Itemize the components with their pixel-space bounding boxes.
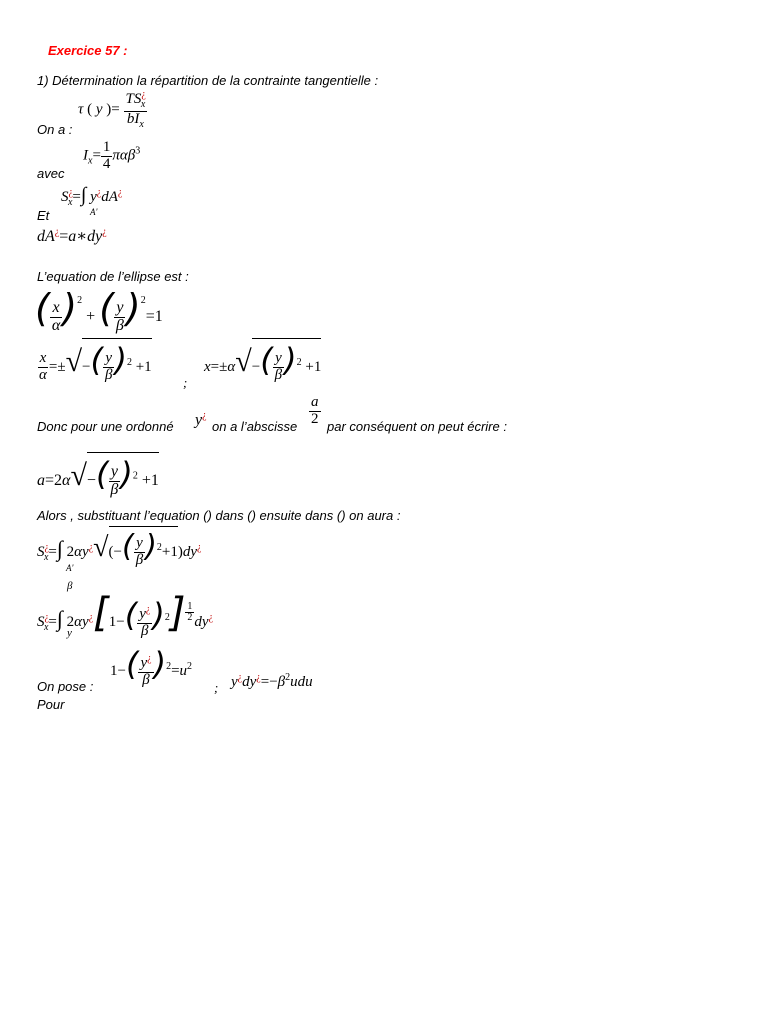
- equation-sx-bounds: $S^¿_x=\int$ 2αy¿[1−( $\frac{y^¿}{\beta}$ )$^2$] $\frac{1}{2}$ dy¿: [37, 590, 214, 640]
- label-et: Et: [37, 208, 50, 223]
- integral-lower-limit-2: A': [66, 563, 74, 573]
- equation-sx-substituted: $S^¿_x=\int$ 2αy¿√(−( $\frac{y}{\beta}$ )$^2$+1)dy¿: [37, 526, 202, 569]
- math-y-prime: y¿: [195, 410, 207, 429]
- label-pour: Pour: [37, 697, 65, 712]
- semicolon-1: ;: [183, 375, 188, 390]
- donc-text-a: Donc pour une ordonné: [37, 419, 174, 434]
- equation-tau: τ ( y )= $\frac{TS^¿_x}{bI_x}$: [78, 89, 146, 130]
- equation-substitution: 1−( $\frac{y^¿}{\beta}$ )$^2=u^2$: [110, 645, 193, 689]
- label-avec: avec: [37, 166, 65, 181]
- equation-ellipse: ( $\frac{x}{\alpha}$ )$^2$ + ( $\frac{y}{\beta}$ )$^2$=1: [35, 286, 163, 334]
- semicolon-2: ;: [214, 680, 219, 695]
- integral-upper-beta: β: [67, 580, 73, 592]
- equation-x-solved: x=±α√−( $\frac{y}{\beta}$ )$^2$ +1: [204, 338, 321, 384]
- equation-x-over-alpha: $\frac{x}{\alpha}$ =±√−( $\frac{y}{\beta}$ )$^2$ +1: [37, 338, 152, 384]
- donc-text-b: on a l’abscisse: [212, 419, 298, 434]
- equation-differential: $y^¿dy^¿=-\beta^2udu$: [231, 672, 313, 690]
- equation-da: dA¿=a∗dy¿: [37, 226, 107, 245]
- exercise-title: Exercice 57 :: [48, 43, 128, 58]
- donc-text-c: par conséquent on peut écrire :: [327, 419, 507, 434]
- equation-sx-integral: $S^¿_x=\int$ y¿dA¿: [61, 184, 123, 208]
- integral-lower-limit: A': [90, 207, 98, 217]
- ellipse-heading: L’equation de l’ellipse est :: [37, 269, 189, 284]
- equation-a: a=2α√−( $\frac{y}{\beta}$ )$^2$ +1: [37, 452, 159, 499]
- label-on-pose: On pose :: [37, 679, 94, 694]
- math-a-over-2: $\frac{a}{2}$: [311, 394, 319, 427]
- integral-lower-y: y: [67, 627, 72, 639]
- alors-text: Alors , substituant l’equation () dans () ensuite dans () on aura :: [37, 508, 401, 523]
- step-1-heading: 1) Détermination la répartition de la contrainte tangentielle :: [37, 73, 379, 88]
- equation-ix: $I_x=$ $\frac{1}{4}$ παβ$^3$: [83, 139, 141, 172]
- label-on-a: On a :: [37, 122, 73, 137]
